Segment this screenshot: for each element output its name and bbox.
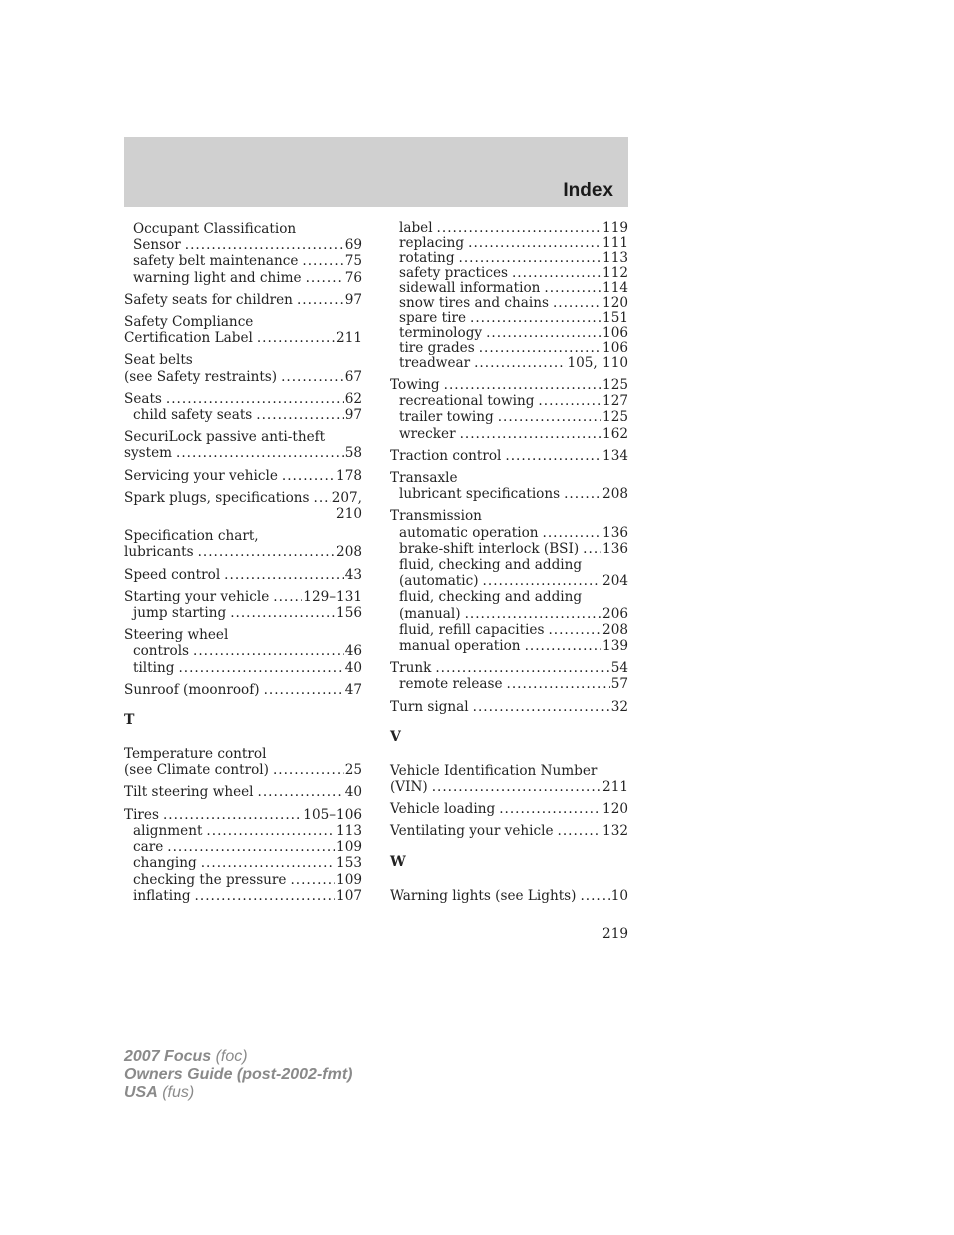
entry-text: Vehicle loading	[390, 801, 496, 818]
index-entry	[124, 292, 362, 308]
subentry-text: care	[133, 839, 164, 856]
index-entry	[390, 448, 628, 464]
page-ref: 62	[344, 390, 362, 407]
entry-text: Vehicle Identification Number	[390, 762, 598, 779]
page-ref: 76	[344, 269, 362, 286]
page-ref: 207,	[331, 489, 362, 506]
page-ref: 67	[344, 368, 362, 385]
header-band	[124, 137, 628, 207]
index-entry	[124, 784, 362, 800]
entry-text: (see Safety restraints)	[124, 368, 278, 385]
section-letter-v: V	[390, 728, 401, 745]
footer-model: 2007 Focus	[124, 1048, 212, 1065]
page-ref: 120	[602, 295, 628, 311]
subentry-text: recreational towing	[399, 393, 535, 410]
index-entry	[124, 314, 362, 346]
entry-text: Sunroof (moonroof)	[124, 681, 260, 698]
entry-text: Temperature control	[124, 746, 267, 763]
page-ref: 208	[602, 621, 628, 638]
entry-text: Warning lights (see Lights)	[390, 887, 577, 904]
index-entry	[390, 699, 628, 715]
entry-text: (see Climate control)	[124, 762, 269, 779]
subentry-text: sidewall information	[399, 280, 541, 296]
footer-region-code: (fus)	[157, 1084, 195, 1101]
entry-text: Transmission	[390, 508, 482, 525]
subentry-text: tire grades	[399, 340, 475, 356]
subentry-text: fluid, checking and adding	[399, 557, 583, 574]
page-ref: 25	[344, 762, 362, 779]
page-ref: 109	[336, 839, 362, 856]
entry-text: Transaxle	[390, 470, 458, 487]
entry-text: Safety Compliance	[124, 314, 254, 331]
entry-text: Certification Label	[124, 330, 253, 347]
page-ref: 204	[602, 573, 628, 590]
section-letter-t: T	[124, 712, 135, 729]
page-ref: 32	[610, 698, 628, 715]
page-ref: 119	[602, 220, 628, 236]
footer	[124, 1048, 352, 1102]
page-ref: 106	[602, 325, 628, 341]
page-ref: 113	[602, 250, 628, 266]
entry-text: Tilt steering wheel	[124, 784, 254, 801]
page-ref: 40	[344, 659, 362, 676]
entry-text: Seat belts	[124, 352, 193, 369]
page-ref: 156	[336, 605, 362, 622]
index-entry	[390, 377, 628, 442]
page-ref: 208	[336, 544, 362, 561]
index-entry	[124, 807, 362, 904]
page-ref: 153	[336, 855, 362, 872]
index-entry	[124, 528, 362, 560]
page-ref: 105–106	[303, 806, 362, 823]
page-title: Index	[563, 180, 613, 201]
index-entry	[124, 746, 362, 778]
index-entry	[124, 589, 362, 621]
page-ref: 210	[336, 506, 362, 523]
entry-text: Traction control	[390, 447, 502, 464]
subentry-text: changing	[133, 855, 197, 872]
page-ref: 106	[602, 340, 628, 356]
page-ref: 206	[602, 605, 628, 622]
index-entry	[124, 627, 362, 676]
subentry-text: rotating	[399, 250, 455, 266]
subentry-text: checking the pressure	[133, 871, 287, 888]
subentry-text: alignment	[133, 822, 203, 839]
index-entry	[124, 682, 362, 698]
index-entry	[124, 490, 362, 522]
page-ref: 211	[336, 330, 362, 347]
index-entry	[124, 352, 362, 384]
subentry-text: jump starting	[133, 605, 227, 622]
subentry-text: replacing	[399, 235, 465, 251]
page-ref: 127	[602, 393, 628, 410]
page-ref: 10	[610, 887, 628, 904]
page-ref: 97	[344, 291, 362, 308]
page-ref: 211	[602, 779, 628, 796]
entry-text: Sensor	[133, 237, 181, 254]
entry-text: Towing	[390, 377, 440, 393]
page-ref: 107	[336, 887, 362, 904]
subentry-text: fluid, refill capacities	[399, 621, 545, 638]
footer-model-code: (foc)	[211, 1048, 248, 1065]
page-number: 219	[602, 926, 628, 942]
footer-guide: Owners Guide (post-2002-fmt)	[124, 1066, 353, 1083]
page-ref: 136	[602, 540, 628, 557]
entry-text: Safety seats for children	[124, 291, 293, 308]
subentry-text: automatic operation	[399, 524, 539, 541]
entry-text: Speed control	[124, 566, 221, 583]
subentry-text: remote release	[399, 676, 503, 693]
page-ref: 111	[602, 235, 628, 251]
page-ref: 40	[344, 784, 362, 801]
entry-text: Seats	[124, 390, 162, 407]
page-ref: 57	[610, 676, 628, 693]
entry-text: Steering wheel	[124, 627, 229, 644]
page-ref: 129–131	[303, 588, 362, 605]
subentry-text: safety belt maintenance	[133, 253, 299, 270]
subentry-text: (manual)	[399, 605, 461, 622]
index-entry	[124, 391, 362, 423]
index-entry	[390, 221, 628, 371]
entry-text: Tires	[124, 806, 159, 823]
subentry-text: wrecker	[399, 425, 456, 442]
subentry-text: snow tires and chains	[399, 295, 549, 311]
subentry-text: fluid, checking and adding	[399, 589, 583, 606]
section-letter-w: W	[390, 853, 406, 870]
entry-text: lubricants	[124, 544, 194, 561]
page-ref: 58	[344, 445, 362, 462]
index-entry	[390, 801, 628, 817]
entry-text: (VIN)	[390, 779, 428, 796]
page-ref: 208	[602, 486, 628, 503]
entry-text: Spark plugs, specifications	[124, 489, 310, 506]
subentry-text: controls	[133, 643, 190, 660]
page-ref: 97	[344, 407, 362, 424]
page-ref: 75	[344, 253, 362, 270]
page-ref: 109	[336, 871, 362, 888]
subentry-text: inflating	[133, 887, 191, 904]
page-ref: 125	[602, 409, 628, 426]
page-ref: 46	[344, 643, 362, 660]
page-ref: 151	[602, 310, 628, 326]
subentry-text: lubricant specifications	[399, 486, 561, 503]
subentry-text: treadwear	[399, 355, 471, 371]
subentry-text: (automatic)	[399, 573, 479, 590]
index-entry	[390, 823, 628, 839]
entry-text: Specification chart,	[124, 528, 259, 545]
subentry-text: trailer towing	[399, 409, 494, 426]
page-ref: 105, 110	[567, 355, 628, 371]
page-ref: 162	[602, 425, 628, 442]
page-ref: 43	[344, 566, 362, 583]
page-ref: 134	[602, 447, 628, 464]
subentry-text: label	[399, 220, 433, 236]
index-entry	[390, 888, 628, 904]
page-ref: 69	[344, 237, 362, 254]
subentry-text: warning light and chime	[133, 269, 302, 286]
index-entry	[124, 429, 362, 461]
index-column-right	[390, 221, 628, 910]
subentry-text: safety practices	[399, 265, 508, 281]
entry-text: Occupant Classification	[133, 221, 297, 237]
index-column-left	[124, 221, 362, 910]
index-entry	[124, 567, 362, 583]
footer-region: USA	[124, 1084, 158, 1101]
page-ref: 114	[602, 280, 628, 296]
page-ref: 120	[602, 801, 628, 818]
entry-text: Servicing your vehicle	[124, 467, 278, 484]
page-ref: 54	[610, 660, 628, 677]
entry-text: SecuriLock passive anti-theft	[124, 429, 326, 446]
page-ref: 136	[602, 524, 628, 541]
page-ref: 47	[344, 681, 362, 698]
index-entry	[390, 508, 628, 654]
page-ref: 132	[602, 823, 628, 840]
entry-text: system	[124, 445, 173, 462]
index-entry	[390, 660, 628, 692]
subentry-text: spare tire	[399, 310, 466, 326]
page-ref: 178	[336, 467, 362, 484]
subentry-text: manual operation	[399, 638, 521, 655]
index-entry	[124, 468, 362, 484]
entry-text: Starting your vehicle	[124, 588, 270, 605]
subentry-text: child safety seats	[133, 407, 253, 424]
entry-text: Turn signal	[390, 698, 469, 715]
subentry-text: terminology	[399, 325, 483, 341]
subentry-text: brake-shift interlock (BSI)	[399, 540, 580, 557]
page-ref: 112	[602, 265, 628, 281]
page-ref: 125	[602, 377, 628, 393]
index-entry	[390, 470, 628, 502]
subentry-text: tilting	[133, 659, 175, 676]
index-entry	[390, 763, 628, 795]
page-ref: 139	[602, 638, 628, 655]
page-ref: 113	[336, 822, 362, 839]
entry-text: Ventilating your vehicle	[390, 823, 554, 840]
index-entry	[124, 221, 362, 286]
entry-text: Trunk	[390, 660, 432, 677]
